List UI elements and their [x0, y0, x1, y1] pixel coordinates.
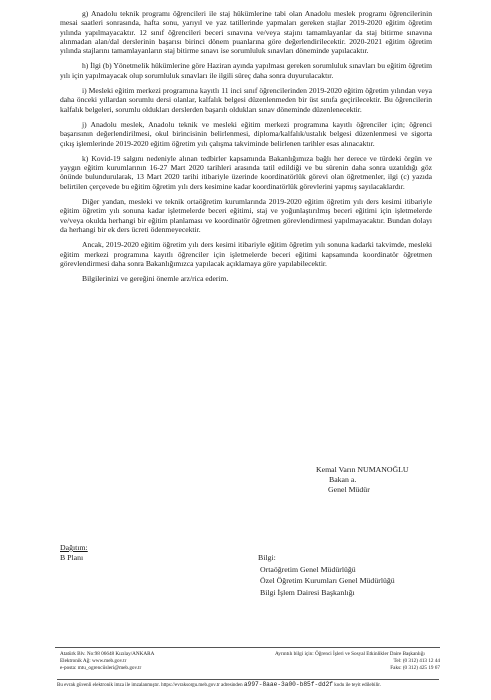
- signer-name: Kemal Varın NUMANOĞLU: [316, 465, 409, 474]
- paragraph-other-side: Diğer yandan, mesleki ve teknik ortaöğretim kurumlarında 2019-2020 eğitim öğretim yılı ders kesimi itibariyle eğitim öğretim yılı sonuna kadar işletmelerde beceri eğitimi, staj ve yoğunlaştırılmış beceri eğitimi için işletmelerde ve/veya okulda herhangi bir eğitim planlaması ve koordinatör öğretmen görevlendirmesi yapılmayacaktır. Bundan dolayı da herhangi bir ek ders ücreti ödenmeyecektir.: [60, 197, 432, 234]
- info-item: Ortaöğretim Genel Müdürlüğü: [260, 564, 356, 574]
- paragraph-however: Ancak, 2019-2020 eğitim öğretim yılı ders kesimi itibariyle eğitim öğretim yılı sonuna kadarki takvimde, mesleki eğitim merkezi programına kayıtlı öğrenciler için işletmelerde beceri eğitimi kapsamında koordinatör öğretmen görevlendirmesi daha sonra Bakanlığımızca yapılacak açıklamaya göre yapılabilecektir.: [60, 240, 432, 268]
- paragraph-i: i) Mesleki eğitim merkezi programına kayıtlı 11 inci sınıf öğrencilerinden 2019-2020 eğitim öğretim yılından veya daha önceki yıllardan sorumlu dersi olanlar, kalfalık belgesi düzenlenmeden bir üst sınıfa geçirilecektir. Bu öğrencilerin kalfalık belgeleri, sorumlu oldukları derslerden başarılı oldukları sınav döneminde düzenlenecektir.: [60, 86, 432, 114]
- info-item: Özel Öğretim Kurumları Genel Müdürlüğü: [260, 576, 395, 585]
- paragraph-h: h) İlgi (b) Yönetmelik hükümlerine göre Haziran ayında yapılması gereken sorumluluk sınavları bu eğitim öğretim yılı için yapılmayacak olup sorumluluk sınavları ile ilgili süreç daha sonra duyurulacaktır.: [60, 61, 432, 80]
- footer-website[interactable]: Elektronik Ağ: www.meb.gov.tr: [60, 658, 127, 665]
- distribution-label: Dağıtım:: [60, 543, 88, 552]
- paragraph-g: g) Anadolu teknik programı öğrencileri ile staj hükümlerine tabi olan Anadolu meslek programı öğrencilerinin mesai saatleri sonrasında, hafta sonu, yarıyıl ve yaz tatillerinde yapmaları gereken stajlar 2019-2020 eğitim öğretim yılında yapılmayacaktır. 12 sınıf öğrencileri beceri sınavına ve/veya stajını tamamlayanlar da staj bitirme sınavına alınmadan alan/dal derslerinin başarısı birinci dönem puanlarına göre değerlendirilecektir. 2020-2021 eğitim öğretim yılında stajlarını tamamlayanların staj bitirme sınavı ise sorumluluk sınavları döneminde yapılacaktır.: [60, 9, 432, 56]
- distribution-recipient: B Planı: [60, 553, 84, 562]
- signer-title: Bakan a.: [329, 475, 357, 484]
- info-item: Bilgi İşlem Dairesi Başkanlığı: [260, 587, 355, 597]
- letter-body: [60, 9, 432, 289]
- distribution-block: [60, 543, 88, 563]
- footer-contact-line: Ayrıntılı bilgi için: Öğrenci İşleri ve Sosyal Etkinlikler Daire Başkanlığı: [275, 651, 425, 657]
- footer-contact: [275, 651, 440, 673]
- info-label: Bilgi:: [258, 553, 276, 562]
- footer-phone: Tel: (0 312) 413 12 44: [393, 658, 440, 665]
- signer-role: Genel Müdür: [328, 485, 370, 494]
- footer-address-line: Atatürk Blv. No:98 06648 Kızılay/ANKARA: [60, 651, 155, 657]
- info-block: [258, 552, 395, 598]
- signature-block: [316, 465, 409, 495]
- verification-code: a997-8aae-3a00-b85f-dd2f: [243, 681, 334, 688]
- footer: [55, 647, 440, 672]
- verification-suffix: kodu ile teyit edilebilir.: [334, 683, 381, 688]
- footer-email[interactable]: e-posta: mtu_ogrenciisleri@meb.gov.tr: [60, 665, 142, 672]
- paragraph-j: j) Anadolu meslek, Anadolu teknik ve mesleki eğitim merkezi programına kayıtlı öğrenciler için; öğrenci başarısının değerlendirilmesi, okul birincisinin belirlenmesi, diploma/kalfalık/ustalık belgesi düzenlenmesi ve sigorta çıkış işlemlerinde 2019-2020 eğitim öğretim yılı çalışma takviminde belirlenen tarihler esas alınacaktır.: [60, 119, 432, 148]
- footer-address: [60, 651, 210, 673]
- verification-line: [57, 679, 439, 689]
- footer-fax: Faks: (0 312) 425 19 67: [390, 665, 440, 672]
- verification-text: Bu evrak güvenli elektronik imza ile imzalanmıştır. https://evraksorgu.meb.gov.tr adresinden: [57, 683, 243, 688]
- paragraph-k: k) Kovid-19 salgını nedeniyle alınan tedbirler kapsamında Bakanlığımıza bağlı her derece ve türdeki örgün ve yaygın eğitim kurumlarının 16-27 Mart 2020 tarihleri arasında tatil edildiği ve bu sürenin daha sonra uzatıldığı göz önünde bulundurularak, 13 Mart 2020 tarihi itibariyle üzerinde koordinatörlük görevi olan öğretmenler, ilgi (c) yazıda belirtilen çerçevede bu eğitim öğretim yılı ders kesimine kadar koordinatörlük görevlerini yapmış sayılacaklardır.: [60, 153, 432, 191]
- paragraph-closing: Bilgilerinizi ve gereğini önemle arz/rica ederim.: [82, 274, 229, 284]
